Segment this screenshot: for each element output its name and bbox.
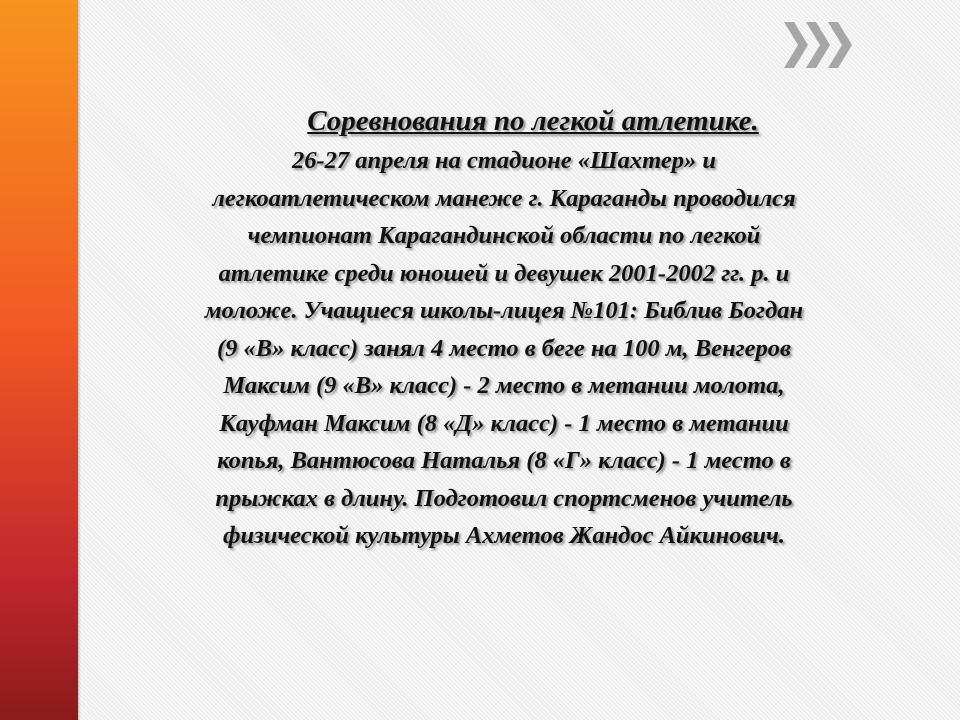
body-line: атлетике среди юношей и девушек 2001-2002 гг. р. и bbox=[218, 259, 790, 287]
body-line: копья, Вантюсова Наталья (8 «Г» класс) - 1 место в bbox=[217, 447, 791, 474]
slide-body bbox=[104, 142, 904, 555]
body-line: 26-27 апреля на стадионе «Шахтер» и bbox=[292, 147, 716, 174]
slide-title: Соревнования по легкой атлетике. bbox=[307, 105, 759, 137]
body-line: прыжках в длину. Подготовил спортсменов учитель bbox=[215, 484, 793, 512]
slide-text-block bbox=[104, 100, 904, 555]
body-line: чемпионат Карагандинской области по легкой bbox=[247, 222, 761, 249]
body-line: Кауфман Максим (8 «Д» класс) - 1 место в метании bbox=[219, 409, 789, 437]
body-line: Максим (9 «В» класс) - 2 место в метании молота, bbox=[223, 372, 785, 399]
body-line: (9 «В» класс) занял 4 место в беге на 100 м, Венгеров bbox=[217, 334, 791, 362]
body-line: моложе. Учащиеся школы-лицея №101: Библив Богдан bbox=[204, 297, 804, 324]
side-accent-shadow bbox=[78, 0, 81, 720]
triple-chevron-right-icon bbox=[784, 22, 856, 68]
side-accent-bar bbox=[0, 0, 78, 720]
body-line: физической культуры Ахметов Жандос Айкинович. bbox=[222, 522, 786, 549]
body-line: легкоатлетическом манеже г. Караганды проводился bbox=[212, 184, 796, 212]
